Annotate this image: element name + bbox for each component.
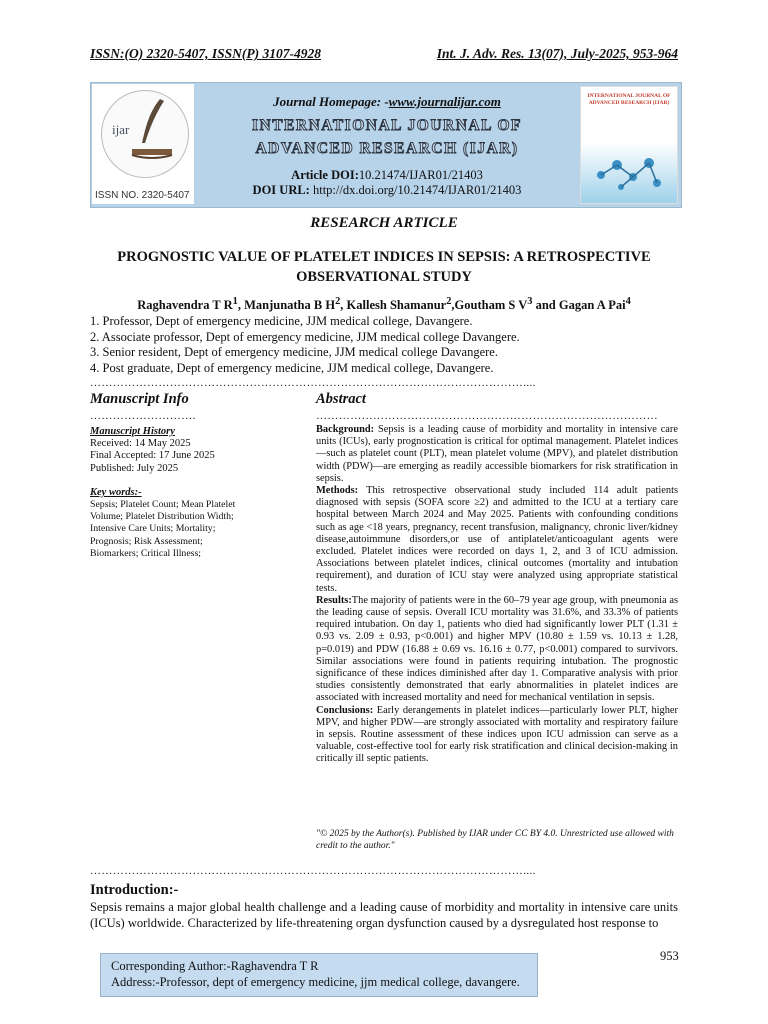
abstract-heading: Abstract <box>316 391 366 407</box>
abstract-results <box>316 595 678 705</box>
article-title <box>96 247 672 287</box>
abstract-conclusions <box>316 705 678 766</box>
doi-url-label: DOI URL: <box>252 183 313 197</box>
methods-label: Methods: <box>316 485 359 497</box>
abstract-body <box>316 424 678 766</box>
separator-left: ………………………. <box>90 410 196 422</box>
affiliation-item: 3. Senior resident, Dept of emergency medicine, JJM medical college Davangere. <box>90 345 498 359</box>
corr-address-label: Address:- <box>111 975 160 989</box>
cover-title: INTERNATIONAL JOURNAL OF ADVANCED RESEARCH (IJAR) <box>587 93 671 106</box>
banner-center <box>196 94 578 198</box>
accepted-date: Final Accepted: 17 June 2025 <box>90 450 215 462</box>
journal-title-line2: ADVANCED RESEARCH (IJAR) <box>255 140 519 157</box>
homepage-link[interactable]: www.journalijar.com <box>388 94 501 109</box>
journal-homepage <box>196 94 578 110</box>
author-1-sup: 1 <box>232 296 238 307</box>
introduction-heading: Introduction:- <box>90 882 179 898</box>
journal-cover-thumbnail <box>580 86 678 204</box>
keywords-heading: Key words:- <box>90 486 142 498</box>
article-type: RESEARCH ARTICLE <box>310 215 458 231</box>
separator-top: …………………………………………………………………………………………………….... <box>90 377 536 389</box>
abstract-methods <box>316 485 678 595</box>
affiliation-item: 1. Professor, Dept of emergency medicine, JJM medical college, Davangere. <box>90 314 473 328</box>
corr-author-name: Raghavendra T R <box>230 959 319 973</box>
separator-bottom: …………………………………………………………………………………………………….... <box>90 865 536 877</box>
running-header <box>90 46 678 62</box>
conclusions-text: Early derangements in platelet indices—particularly lower PLT, higher MPV, and higher PDW—are strongly associated with mortality and respiratory failure in sepsis. Routine assessment of these indices upon ICU admission can serve as a valuable, cost-effective tool for early risk stratification and clinical decision-making in critically ill septic patients. <box>316 704 678 765</box>
conclusions-label: Conclusions: <box>316 704 374 716</box>
author-2: , Manjunatha B H <box>237 298 336 313</box>
received-date: Received: 14 May 2025 <box>90 438 191 450</box>
separator-abstract: ……………………………………………………………………………… <box>316 410 658 422</box>
logo-word: ijar <box>112 122 130 137</box>
abstract-background <box>316 424 678 485</box>
background-label: Background: <box>316 424 375 435</box>
affiliation-item: 2. Associate professor, Dept of emergency medicine, JJM medical college Davangere. <box>90 329 520 344</box>
issn-number: ISSN NO. 2320-5407 <box>95 190 190 201</box>
corresponding-author-box <box>100 953 538 997</box>
title-line1: PROGNOSTIC VALUE OF PLATELET INDICES IN SEPSIS: A RETROSPECTIVE <box>117 249 651 265</box>
author-3-sup: 2 <box>446 296 452 307</box>
keywords-list: Sepsis; Platelet Count; Mean Platelet Volume; Platelet Distribution Width; Intensive Care Units; Mortality; Prognosis; Risk Assessment; Biomarkers; Critical Illness; <box>90 499 236 559</box>
methods-text: This retrospective observational study included 114 adult patients diagnosed with sepsis (SOFA score ≥2) and admitted to the ICU at a tertiary care hospital between March 2024 and May 2025. Patients with confounding conditions such as age <18 years, pregnancy, recent transfusion, malignancy, chronic liver/kidney disease,autoimmune disorders,or use of antiplatelet/anticoagulant agents were excluded. Platelet indices were recorded on days 1, 2, and 3 of ICU admission. Associations between platelet indices, clinical outcomes (mortality and intubation requirement), and duration of ICU stay were analyzed using appropriate statistical tests. <box>316 485 678 594</box>
page-number: 953 <box>660 949 679 963</box>
corr-author-label: Corresponding Author:- <box>111 959 231 973</box>
doi-value: 10.21474/IJAR01/21403 <box>358 168 483 182</box>
license-note: "© 2025 by the Author(s). Published by IJAR under CC BY 4.0. Unrestricted use allowed with credit to the author." <box>316 829 674 851</box>
doi-block <box>196 168 578 198</box>
author-5-sup: 4 <box>625 296 631 307</box>
homepage-label: Journal Homepage: - <box>273 94 389 109</box>
doi-url-link[interactable]: http://dx.doi.org/10.21474/IJAR01/21403 <box>312 183 522 197</box>
introduction-text: Sepsis remains a major global health challenge and a leading cause of morbidity and mortality in intensive care units (ICUs) worldwide. Characterized by life-threatening organ dysfunction caused by a dysregulated host response to <box>90 900 678 930</box>
results-label: Results: <box>316 594 352 606</box>
manuscript-info <box>90 426 310 560</box>
journal-title-line1: INTERNATIONAL JOURNAL OF <box>252 117 522 134</box>
corr-address: Professor, dept of emergency medicine, jjm medical college, davangere. <box>159 975 520 989</box>
author-4-sup: 3 <box>527 296 533 307</box>
issn-text: ISSN:(O) 2320-5407, ISSN(P) 3107-4928 <box>90 46 322 61</box>
title-line2: OBSERVATIONAL STUDY <box>296 269 472 285</box>
molecule-icon <box>591 145 667 197</box>
background-text: Sepsis is a leading cause of morbidity and mortality in intensive care units (ICUs), early prognostication is critical for optimal management. Platelet indices—such as platelet count (PLT), mean platelet volume (MPV), and platelet distribution width (PDW)—are emerging as readily accessible biomarkers for risk stratification in sepsis. <box>316 424 678 484</box>
author-1: Raghavendra T R <box>137 298 233 313</box>
journal-title <box>196 114 578 160</box>
results-text: The majority of patients were in the 60–79 year age group, with pneumonia as the leading cause of sepsis. Overall ICU mortality was 31.6%, and 33.3% of patients required intubation. On day 1, patients who died had significantly lower PLT (1.31 ± 0.93 vs. 2.09 ± 0.93, p<0.001) and higher MPV (10.80 ± 1.59 vs. 10.13 ± 1.28, p=0.019) and PDW (16.88 ± 0.69 vs. 16.16 ± 0.77, p<0.001) compared to survivors. Similar associations were found in patients requiring intubation. The prognostic significance of these indices diminished after day 1. Comparative analysis with prior studies consistently demonstrated that early abnormalities in platelet indices are associated with increased mortality and need for mechanical ventilation in sepsis. <box>316 594 678 704</box>
author-2-sup: 2 <box>335 296 341 307</box>
citation-text: Int. J. Adv. Res. 13(07), July-2025, 953-964 <box>436 46 678 61</box>
history-heading: Manuscript History <box>90 426 175 437</box>
author-5: and Gagan A Pai <box>532 298 626 313</box>
published-date: Published: July 2025 <box>90 462 179 474</box>
author-3: , Kallesh Shamanur <box>340 298 447 313</box>
author-list <box>90 296 678 313</box>
affiliations <box>90 314 678 376</box>
affiliation-item: 4. Post graduate, Dept of emergency medicine, JJM medical college, Davangere. <box>90 360 494 375</box>
author-4: ,Goutham S V <box>451 298 528 313</box>
journal-logo <box>92 84 194 204</box>
doi-label: Article DOI: <box>291 168 359 182</box>
manuscript-info-heading: Manuscript Info <box>90 391 189 407</box>
